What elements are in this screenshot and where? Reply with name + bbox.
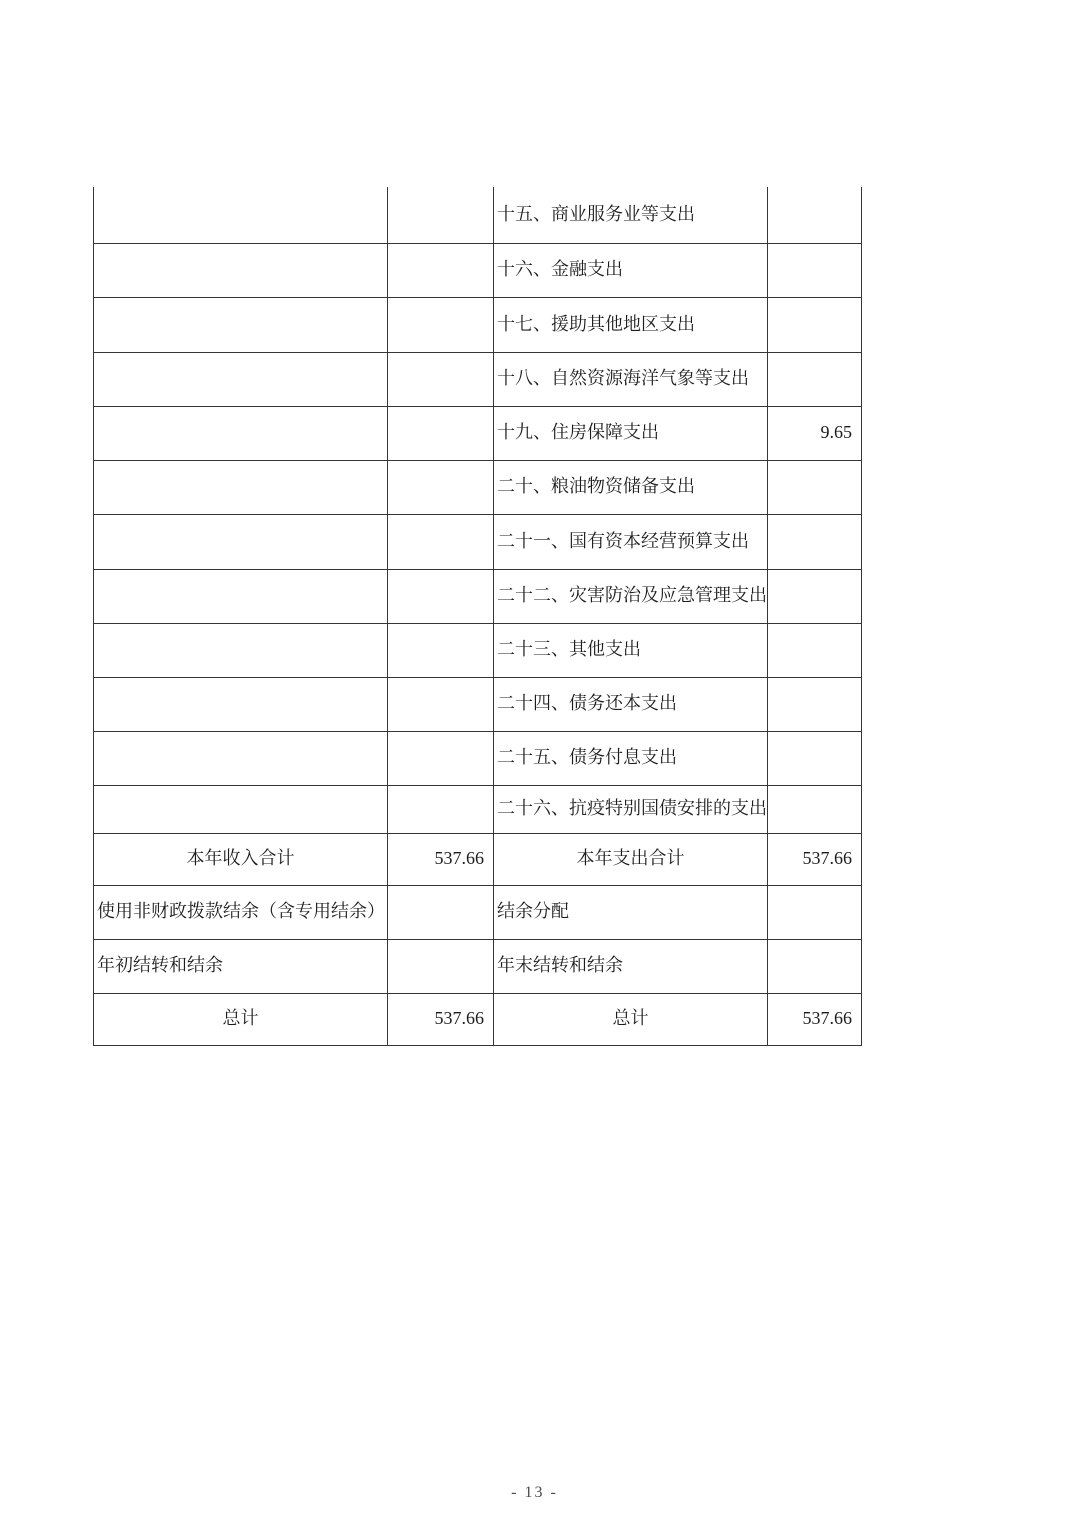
income-amount-cell bbox=[388, 785, 494, 833]
expense-amount-cell bbox=[768, 939, 862, 993]
expense-item-cell: 十七、援助其他地区支出 bbox=[494, 297, 768, 352]
expense-amount-cell bbox=[768, 187, 862, 243]
income-item-cell: 年初结转和结余 bbox=[94, 939, 388, 993]
income-amount-cell bbox=[388, 297, 494, 352]
income-item-cell bbox=[94, 514, 388, 569]
income-amount-cell: 537.66 bbox=[388, 833, 494, 885]
expense-amount-cell bbox=[768, 885, 862, 939]
income-item-cell: 本年收入合计 bbox=[94, 833, 388, 885]
table-row bbox=[94, 939, 862, 993]
table-row bbox=[94, 187, 862, 243]
income-amount-cell bbox=[388, 243, 494, 297]
table-row bbox=[94, 885, 862, 939]
expense-amount-cell bbox=[768, 623, 862, 677]
income-item-cell bbox=[94, 460, 388, 514]
page-number: - 13 - bbox=[511, 1484, 558, 1501]
expense-amount-cell bbox=[768, 297, 862, 352]
income-amount-cell bbox=[388, 677, 494, 731]
expense-item-cell: 十五、商业服务业等支出 bbox=[494, 187, 768, 243]
income-item-cell bbox=[94, 569, 388, 623]
expense-amount-cell bbox=[768, 352, 862, 406]
income-amount-cell bbox=[388, 731, 494, 785]
expense-item-cell: 二十四、债务还本支出 bbox=[494, 677, 768, 731]
table-row bbox=[94, 785, 862, 833]
income-amount-cell bbox=[388, 623, 494, 677]
table-row bbox=[94, 514, 862, 569]
income-amount-cell bbox=[388, 514, 494, 569]
expense-amount-cell bbox=[768, 514, 862, 569]
income-amount-cell bbox=[388, 939, 494, 993]
table-row bbox=[94, 623, 862, 677]
expense-amount-cell bbox=[768, 460, 862, 514]
expense-item-cell: 年末结转和结余 bbox=[494, 939, 768, 993]
expense-amount-cell: 537.66 bbox=[768, 993, 862, 1045]
expense-amount-cell bbox=[768, 677, 862, 731]
income-amount-cell bbox=[388, 569, 494, 623]
expense-item-cell: 二十二、灾害防治及应急管理支出 bbox=[494, 569, 768, 623]
income-item-cell bbox=[94, 623, 388, 677]
expense-item-cell: 本年支出合计 bbox=[494, 833, 768, 885]
table-row bbox=[94, 297, 862, 352]
income-item-cell bbox=[94, 677, 388, 731]
income-amount-cell bbox=[388, 460, 494, 514]
income-amount-cell bbox=[388, 352, 494, 406]
expense-item-cell: 二十六、抗疫特别国债安排的支出 bbox=[494, 785, 768, 833]
income-item-cell bbox=[94, 297, 388, 352]
expense-amount-cell bbox=[768, 731, 862, 785]
income-item-cell bbox=[94, 406, 388, 460]
table-row bbox=[94, 731, 862, 785]
table-row bbox=[94, 406, 862, 460]
table-row-grand-total bbox=[94, 993, 862, 1045]
table-row-totals-year bbox=[94, 833, 862, 885]
expense-item-cell: 总计 bbox=[494, 993, 768, 1045]
table-row bbox=[94, 677, 862, 731]
table-row bbox=[94, 243, 862, 297]
expense-item-cell: 十六、金融支出 bbox=[494, 243, 768, 297]
table-row bbox=[94, 352, 862, 406]
expense-amount-cell bbox=[768, 785, 862, 833]
expense-item-cell: 二十三、其他支出 bbox=[494, 623, 768, 677]
expense-item-cell: 十八、自然资源海洋气象等支出 bbox=[494, 352, 768, 406]
income-item-cell bbox=[94, 243, 388, 297]
expense-item-cell: 十九、住房保障支出 bbox=[494, 406, 768, 460]
expense-item-cell: 二十、粮油物资储备支出 bbox=[494, 460, 768, 514]
income-item-cell bbox=[94, 785, 388, 833]
table-row bbox=[94, 460, 862, 514]
expense-amount-cell bbox=[768, 569, 862, 623]
income-item-cell bbox=[94, 352, 388, 406]
income-amount-cell: 537.66 bbox=[388, 993, 494, 1045]
expense-amount-cell: 9.65 bbox=[768, 406, 862, 460]
expense-amount-cell: 537.66 bbox=[768, 833, 862, 885]
income-amount-cell bbox=[388, 406, 494, 460]
income-item-cell bbox=[94, 731, 388, 785]
income-item-cell: 总计 bbox=[94, 993, 388, 1045]
expense-amount-cell bbox=[768, 243, 862, 297]
expense-item-cell: 二十五、债务付息支出 bbox=[494, 731, 768, 785]
expense-item-cell: 二十一、国有资本经营预算支出 bbox=[494, 514, 768, 569]
income-amount-cell bbox=[388, 885, 494, 939]
income-amount-cell bbox=[388, 187, 494, 243]
expense-item-cell: 结余分配 bbox=[494, 885, 768, 939]
income-item-cell: 使用非财政拨款结余（含专用结余） bbox=[94, 885, 388, 939]
income-item-cell bbox=[94, 187, 388, 243]
income-expense-table bbox=[93, 187, 862, 1046]
table-row bbox=[94, 569, 862, 623]
